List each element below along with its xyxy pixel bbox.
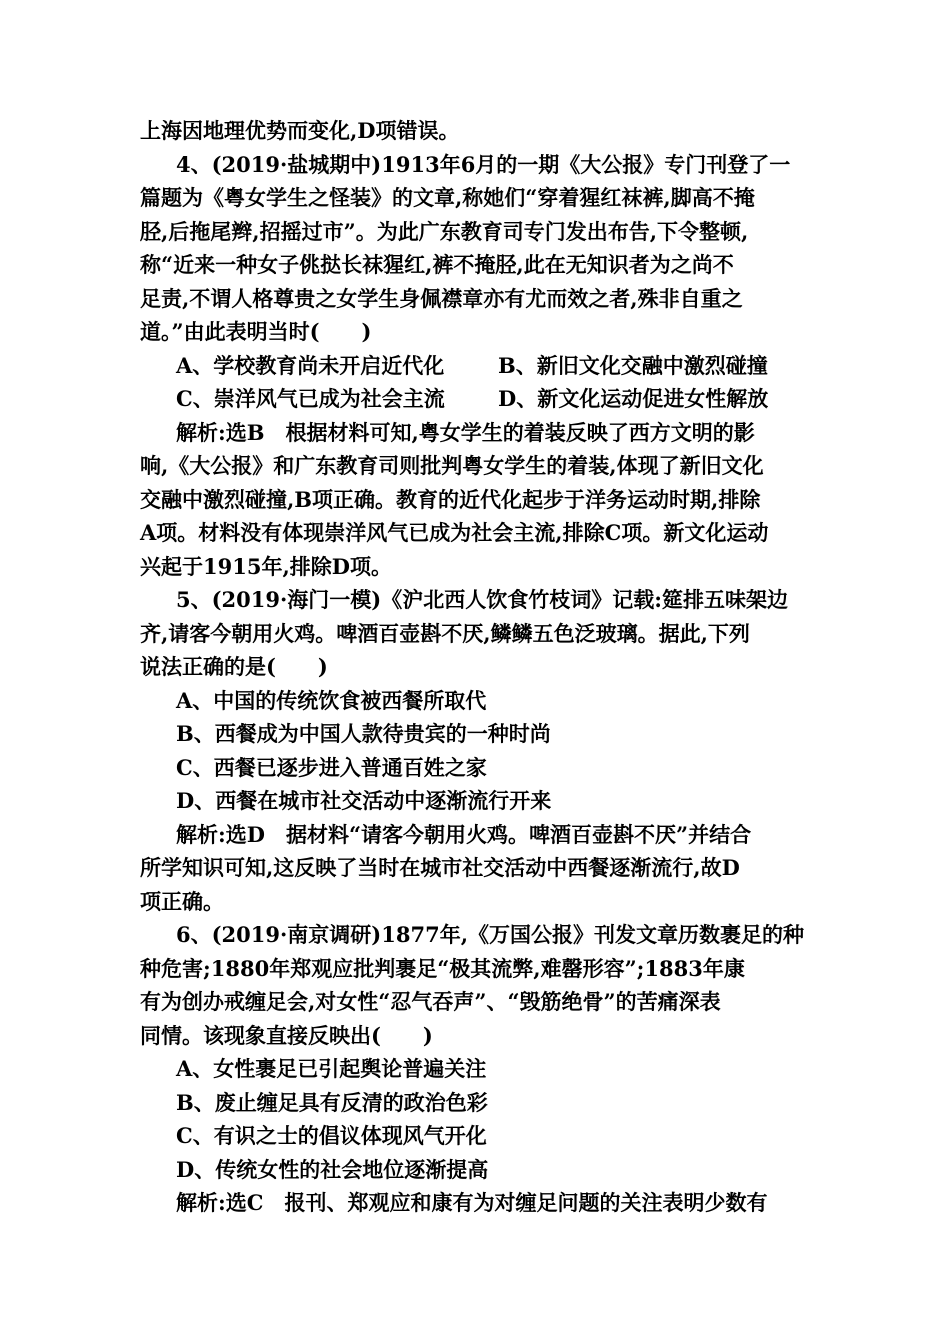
q4-option-a: A、学校教育尚未开启近代化 [176, 352, 445, 378]
q6-stem-line-3: 有为创办戒缠足会,对女性“忍气吞声”、“毁筋绝骨”的苦痛深表 [140, 989, 721, 1014]
q5-stem-line-1: 5、(2019·海门一模)《沪北西人饮食竹枝词》记载:筵排五味架边 [176, 587, 788, 612]
q4-analysis-line-3: 交融中激烈碰撞,B项正确。教育的近代化起步于洋务运动时期,排除 [140, 486, 761, 512]
q5-analysis-line-2: 所学知识可知,这反映了当时在城市社交活动中西餐逐渐流行,故D [140, 855, 740, 880]
q5-analysis-line-1: 解析:选D 据材料“请客今朝用火鸡。啤酒百壶斟不厌”并结合 [176, 821, 752, 847]
q4-option-b: B、新旧文化交融中激烈碰撞 [498, 352, 768, 378]
q4-stem-line-2: 篇题为《粤女学生之怪装》的文章,称她们“穿着猩红袜裤,脚高不掩 [140, 185, 755, 210]
q4-stem-line-5: 足责,不谓人格尊贵之女学生身佩襟章亦有尤而效之者,殊非自重之 [140, 285, 743, 311]
q6-option-b: B、废止缠足具有反清的政治色彩 [176, 1089, 488, 1115]
q5-option-c: C、西餐已逐步进入普通百姓之家 [176, 754, 487, 780]
q4-analysis-line-5: 兴起于1915年,排除D项。 [140, 553, 392, 579]
q4-analysis-line-2: 响,《大公报》和广东教育司则批判粤女学生的着装,体现了新旧文化 [140, 453, 764, 478]
q5-option-a: A、中国的传统饮食被西餐所取代 [176, 687, 487, 713]
q5-stem-line-3: 说法正确的是( ) [140, 654, 328, 679]
q6-option-c: C、有识之士的倡议体现风气开化 [176, 1123, 487, 1148]
q4-stem-line-1: 4、(2019·盐城期中)1913年6月的一期《大公报》专门刊登了一 [176, 151, 791, 177]
q6-option-a: A、女性裹足已引起舆论普遍关注 [176, 1056, 487, 1081]
q4-options-row-1 [140, 349, 820, 383]
q4-stem-line-3: 胫,后拖尾辫,招摇过市”。为此广东教育司专门发出布告,下令整顿, [140, 218, 749, 244]
q5-analysis-line-3: 项正确。 [140, 888, 224, 914]
q6-stem-line-2: 种危害;1880年郑观应批判裹足“极其流弊,难罄形容”;1883年康 [140, 955, 745, 981]
q3-answer-tail: 上海因地理优势而变化,D项错误。 [140, 118, 460, 143]
q6-option-d: D、传统女性的社会地位逐渐提高 [176, 1156, 489, 1182]
q6-analysis-line-1: 解析:选C 报刊、郑观应和康有为对缠足问题的关注表明少数有 [176, 1190, 768, 1215]
q5-option-b: B、西餐成为中国人款待贵宾的一种时尚 [176, 721, 551, 746]
q5-stem-line-2: 齐,请客今朝用火鸡。啤酒百壶斟不厌,鳞鳞五色泛玻璃。据此,下列 [140, 620, 750, 646]
q5-option-d: D、西餐在城市社交活动中逐渐流行开来 [176, 788, 552, 813]
q6-stem-line-4: 同情。该现象直接反映出( ) [140, 1022, 433, 1048]
q4-stem-line-6: 道。”由此表明当时( ) [140, 319, 372, 344]
q6-stem-line-1: 6、(2019·南京调研)1877年,《万国公报》刊发文章历数裹足的种 [176, 922, 804, 947]
q4-analysis-line-1: 解析:选B 根据材料可知,粤女学生的着装反映了西方文明的影 [176, 419, 755, 445]
q4-options-row-2 [140, 382, 820, 416]
q4-stem-line-4: 称“近来一种女子佻挞长袜猩红,裤不掩胫,此在无知识者为之尚不 [140, 252, 734, 277]
q4-option-c: C、崇洋风气已成为社会主流 [176, 386, 445, 411]
document-body [140, 114, 820, 1220]
q4-option-d: D、新文化运动促进女性解放 [498, 386, 769, 411]
q4-analysis-line-4: A项。材料没有体现崇洋风气已成为社会主流,排除C项。新文化运动 [140, 520, 769, 545]
